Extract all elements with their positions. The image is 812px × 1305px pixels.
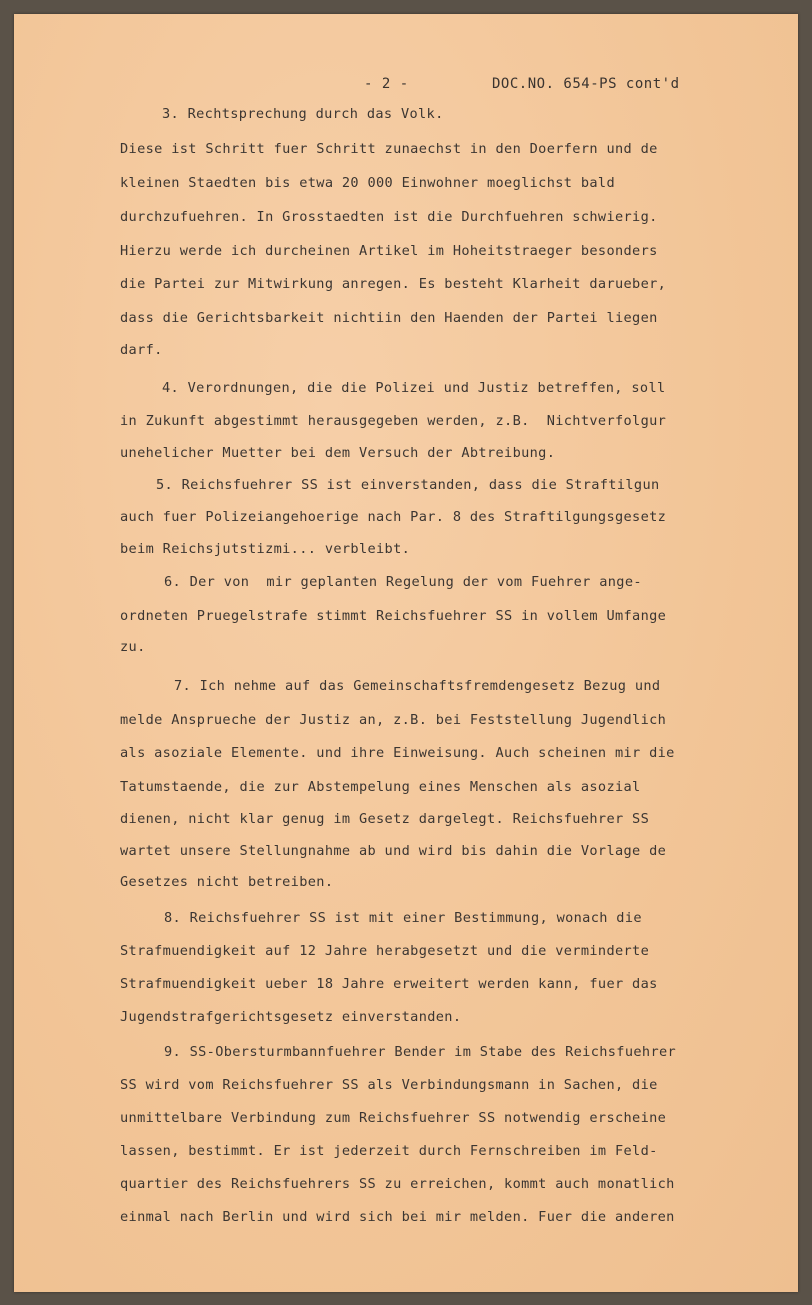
text-line: SS wird vom Reichsfuehrer SS als Verbindungsmann in Sachen, die — [120, 1077, 658, 1093]
text-line: 6. Der von mir geplanten Regelung der vom Fuehrer ange- — [164, 574, 642, 590]
text-line: 8. Reichsfuehrer SS ist mit einer Bestimmung, wonach die — [164, 910, 642, 926]
document-page — [14, 14, 798, 1292]
text-line: Tatumstaende, die zur Abstempelung eines Menschen als asozial — [120, 779, 641, 795]
text-line: lassen, bestimmt. Er ist jederzeit durch Fernschreiben im Feld- — [120, 1143, 658, 1159]
text-line: unmittelbare Verbindung zum Reichsfuehrer SS notwendig erscheine — [120, 1110, 667, 1126]
text-line: Gesetzes nicht betreiben. — [120, 874, 334, 890]
text-line: kleinen Staedten bis etwa 20 000 Einwohner moeglichst bald — [120, 175, 615, 191]
text-line: 3. Rechtsprechung durch das Volk. — [162, 106, 444, 122]
text-line: quartier des Reichsfuehrers SS zu erreichen, kommt auch monatlich — [120, 1176, 675, 1192]
text-line: unehelicher Muetter bei dem Versuch der Abtreibung. — [120, 445, 556, 461]
text-line: beim Reichsjutstizmi... verbleibt. — [120, 541, 411, 557]
document-reference: DOC.NO. 654-PS cont'd — [492, 76, 680, 92]
text-line: Strafmuendigkeit ueber 18 Jahre erweitert werden kann, fuer das — [120, 976, 658, 992]
text-line: Hierzu werde ich durcheinen Artikel im Hoheitstraeger besonders — [120, 243, 658, 259]
text-line: 7. Ich nehme auf das Gemeinschaftsfremdengesetz Bezug und — [174, 678, 661, 694]
page-number: - 2 - — [364, 76, 409, 92]
text-line: in Zukunft abgestimmt herausgegeben werden, z.B. Nichtverfolgur — [120, 413, 667, 429]
text-line: Jugendstrafgerichtsgesetz einverstanden. — [120, 1009, 462, 1025]
text-line: darf. — [120, 342, 163, 358]
text-line: melde Ansprueche der Justiz an, z.B. bei Feststellung Jugendlich — [120, 712, 667, 728]
text-line: Diese ist Schritt fuer Schritt zunaechst in den Doerfern und de — [120, 141, 658, 157]
text-line: wartet unsere Stellungnahme ab und wird bis dahin die Vorlage de — [120, 843, 667, 859]
text-line: auch fuer Polizeiangehoerige nach Par. 8 des Straftilgungsgesetz — [120, 509, 667, 525]
page-header — [14, 76, 798, 100]
text-line: Strafmuendigkeit auf 12 Jahre herabgesetzt und die verminderte — [120, 943, 650, 959]
text-line: dienen, nicht klar genug im Gesetz dargelegt. Reichsfuehrer SS — [120, 811, 650, 827]
text-line: einmal nach Berlin und wird sich bei mir melden. Fuer die anderen — [120, 1209, 675, 1225]
text-line: zu. — [120, 639, 146, 655]
text-line: 4. Verordnungen, die die Polizei und Justiz betreffen, soll — [162, 380, 666, 396]
text-line: dass die Gerichtsbarkeit nichtiin den Haenden der Partei liegen — [120, 310, 658, 326]
text-line: als asoziale Elemente. und ihre Einweisung. Auch scheinen mir die — [120, 745, 675, 761]
text-line: durchzufuehren. In Grosstaedten ist die Durchfuehren schwierig. — [120, 209, 658, 225]
text-line: die Partei zur Mitwirkung anregen. Es besteht Klarheit darueber, — [120, 276, 667, 292]
text-line: 9. SS-Obersturmbannfuehrer Bender im Stabe des Reichsfuehrer — [164, 1044, 677, 1060]
text-line: ordneten Pruegelstrafe stimmt Reichsfuehrer SS in vollem Umfange — [120, 608, 667, 624]
text-line: 5. Reichsfuehrer SS ist einverstanden, dass die Straftilgun — [156, 477, 660, 493]
